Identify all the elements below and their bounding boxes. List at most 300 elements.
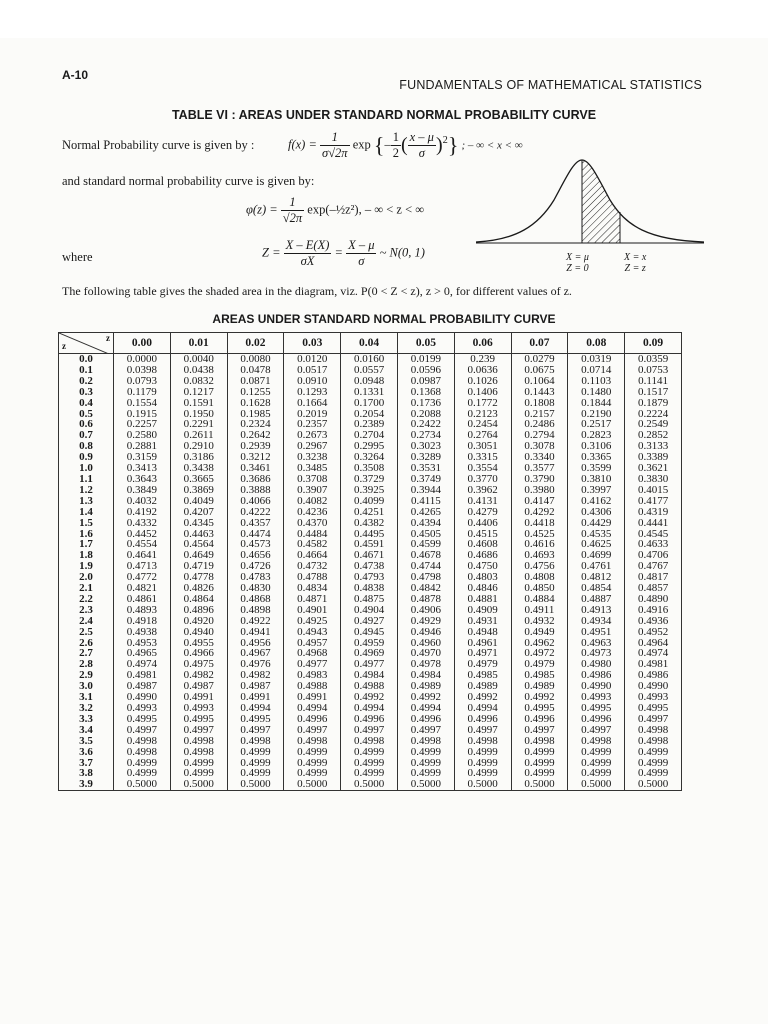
table-cell: 0.4265 bbox=[397, 507, 454, 518]
corner-diagonal bbox=[59, 333, 109, 354]
table-cell: 0.3749 bbox=[397, 474, 454, 485]
table-cell: 0.2054 bbox=[341, 409, 398, 420]
table-cell: 0.4998 bbox=[114, 736, 171, 747]
table-cell: 0.4664 bbox=[284, 550, 341, 561]
table-cell: 0.4999 bbox=[511, 747, 568, 758]
row-header-z: 1.4 bbox=[59, 507, 114, 518]
table-cell: 0.2486 bbox=[511, 419, 568, 430]
row-header-z: 1.5 bbox=[59, 518, 114, 529]
table-cell: 0.2704 bbox=[341, 430, 398, 441]
table-cell: 0.4474 bbox=[227, 529, 284, 540]
table-cell: 0.5000 bbox=[625, 779, 682, 790]
formula-normal-pdf: f(x) = $\frac{1}{\sigma√2\pi}$ exp {– $\frac{1}{2}$ ( $\frac{x - \mu}{\sigma}$ )$^2$} ; – ∞ < x < ∞ bbox=[288, 130, 523, 160]
formula3-fraction-2 bbox=[346, 238, 376, 269]
row-header-z: 0.8 bbox=[59, 441, 114, 452]
table-cell: 0.4998 bbox=[625, 736, 682, 747]
table-cell: 0.4738 bbox=[341, 561, 398, 572]
table-cell: 0.4099 bbox=[341, 496, 398, 507]
table-cell: 0.4959 bbox=[341, 638, 398, 649]
table-cell: 0.4452 bbox=[114, 529, 171, 540]
table-cell: 0.4726 bbox=[227, 561, 284, 572]
table-cell: 0.4987 bbox=[114, 681, 171, 692]
table-cell: 0.4222 bbox=[227, 507, 284, 518]
table-cell: 0.3159 bbox=[114, 452, 171, 463]
table-row bbox=[59, 518, 682, 529]
table-cell: 0.4993 bbox=[625, 692, 682, 703]
table-cell: 0.1331 bbox=[341, 387, 398, 398]
formula1-half: $\frac{1}{2}$ bbox=[392, 130, 399, 160]
table-cell: 0.4803 bbox=[454, 572, 511, 583]
table-cell: 0.4991 bbox=[170, 692, 227, 703]
table-cell: 0.1700 bbox=[341, 398, 398, 409]
table-cell: 0.4927 bbox=[341, 616, 398, 627]
table-cell: 0.4997 bbox=[227, 725, 284, 736]
table-cell: 0.4994 bbox=[284, 703, 341, 714]
table-cell: 0.4998 bbox=[227, 736, 284, 747]
table-cell: 0.2357 bbox=[284, 419, 341, 430]
table-cell: 0.0478 bbox=[227, 365, 284, 376]
table-cell: 0.4999 bbox=[511, 768, 568, 779]
table-cell: 0.1985 bbox=[227, 409, 284, 420]
table-cell: 0.4978 bbox=[397, 659, 454, 670]
table-cell: 0.4981 bbox=[114, 670, 171, 681]
formula1-inner-fraction: $\frac{x - \mu}{\sigma}$ bbox=[409, 130, 434, 160]
where-label: where bbox=[62, 250, 93, 264]
table-cell: 0.4767 bbox=[625, 561, 682, 572]
table-cell: 0.4693 bbox=[511, 550, 568, 561]
table-cell: 0.4982 bbox=[170, 670, 227, 681]
table-cell: 0.4984 bbox=[341, 670, 398, 681]
table-cell: 0.4830 bbox=[227, 583, 284, 594]
table-cell: 0.4925 bbox=[284, 616, 341, 627]
table-cell: 0.4999 bbox=[511, 758, 568, 769]
table-cell: 0.4564 bbox=[170, 539, 227, 550]
table-cell: 0.4887 bbox=[568, 594, 625, 605]
table-cell: 0.2324 bbox=[227, 419, 284, 430]
table-cell: 0.4996 bbox=[511, 714, 568, 725]
table-cell: 0.4986 bbox=[568, 670, 625, 681]
table-cell: 0.4955 bbox=[170, 638, 227, 649]
row-header-z: 1.0 bbox=[59, 463, 114, 474]
table-cell: 0.4884 bbox=[511, 594, 568, 605]
table-cell: 0.1141 bbox=[625, 376, 682, 387]
table-cell: 0.4115 bbox=[397, 496, 454, 507]
table-cell: 0.3508 bbox=[341, 463, 398, 474]
table-cell: 0.5000 bbox=[227, 779, 284, 790]
table-cell: 0.2422 bbox=[397, 419, 454, 430]
table-cell: 0.2291 bbox=[170, 419, 227, 430]
table-cell: 0.0398 bbox=[114, 365, 171, 376]
table-cell: 0.3686 bbox=[227, 474, 284, 485]
row-header-z: 3.7 bbox=[59, 758, 114, 769]
table-row bbox=[59, 747, 682, 758]
table-cell: 0.3413 bbox=[114, 463, 171, 474]
table-cell: 0.4131 bbox=[454, 496, 511, 507]
table-cell: 0.4999 bbox=[397, 747, 454, 758]
table-cell: 0.4967 bbox=[227, 648, 284, 659]
table-cell: 0.4998 bbox=[568, 736, 625, 747]
table-cell: 0.3133 bbox=[625, 441, 682, 452]
table-cell: 0.4999 bbox=[568, 758, 625, 769]
table-cell: 0.2967 bbox=[284, 441, 341, 452]
table-cell: 0.4871 bbox=[284, 594, 341, 605]
table-cell: 0.4945 bbox=[341, 627, 398, 638]
table-cell: 0.3389 bbox=[625, 452, 682, 463]
table-cell: 0.0080 bbox=[227, 354, 284, 365]
table-cell: 0.4999 bbox=[227, 758, 284, 769]
table-cell: 0.0199 bbox=[397, 354, 454, 365]
table-cell: 0.3577 bbox=[511, 463, 568, 474]
table-cell: 0.4999 bbox=[454, 758, 511, 769]
table-cell: 0.4981 bbox=[625, 659, 682, 670]
table-cell: 0.4904 bbox=[341, 605, 398, 616]
table-cell: 0.4997 bbox=[511, 725, 568, 736]
formula1-range: ; – ∞ < x < ∞ bbox=[461, 139, 523, 152]
formula1-brace-open: { bbox=[373, 132, 385, 158]
table-cell: 0.3461 bbox=[227, 463, 284, 474]
table-cell: 0.4505 bbox=[397, 529, 454, 540]
table-cell: 0.4573 bbox=[227, 539, 284, 550]
table-cell: 0.3665 bbox=[170, 474, 227, 485]
table-cell: 0.4821 bbox=[114, 583, 171, 594]
table-cell: 0.4535 bbox=[568, 529, 625, 540]
table-cell: 0.4750 bbox=[454, 561, 511, 572]
table-cell: 0.4982 bbox=[227, 670, 284, 681]
row-header-z: 3.3 bbox=[59, 714, 114, 725]
row-header-z: 0.3 bbox=[59, 387, 114, 398]
table-cell: 0.4992 bbox=[454, 692, 511, 703]
table-cell: 0.3790 bbox=[511, 474, 568, 485]
table-cell: 0.4985 bbox=[511, 670, 568, 681]
table-cell: 0.4671 bbox=[341, 550, 398, 561]
table-cell: 0.4162 bbox=[568, 496, 625, 507]
column-header: 0.06 bbox=[454, 333, 511, 354]
table-cell: 0.2611 bbox=[170, 430, 227, 441]
table-cell: 0.4957 bbox=[284, 638, 341, 649]
table-cell: 0.3438 bbox=[170, 463, 227, 474]
formula1-fraction bbox=[320, 130, 350, 161]
table-cell: 0.4994 bbox=[397, 703, 454, 714]
table-cell: 0.1808 bbox=[511, 398, 568, 409]
table-cell: 0.1554 bbox=[114, 398, 171, 409]
table-header-row bbox=[59, 333, 682, 354]
table-cell: 0.3186 bbox=[170, 452, 227, 463]
table-cell: 0.0753 bbox=[625, 365, 682, 376]
table-cell: 0.4463 bbox=[170, 529, 227, 540]
table-cell: 0.4971 bbox=[454, 648, 511, 659]
table-cell: 0.4931 bbox=[454, 616, 511, 627]
table-cell: 0.1591 bbox=[170, 398, 227, 409]
table-cell: 0.4582 bbox=[284, 539, 341, 550]
table-corner-cell bbox=[59, 333, 114, 354]
table-cell: 0.3106 bbox=[568, 441, 625, 452]
table-cell: 0.4997 bbox=[625, 714, 682, 725]
table-cell: 0.3315 bbox=[454, 452, 511, 463]
table-cell: 0.4678 bbox=[397, 550, 454, 561]
table-cell: 0.4999 bbox=[341, 758, 398, 769]
table-cell: 0.4974 bbox=[625, 648, 682, 659]
table-cell: 0.4838 bbox=[341, 583, 398, 594]
table-cell: 0.4345 bbox=[170, 518, 227, 529]
table-cell: 0.2734 bbox=[397, 430, 454, 441]
table-cell: 0.4997 bbox=[568, 725, 625, 736]
table-cell: 0.4744 bbox=[397, 561, 454, 572]
formula2-denominator: √2π bbox=[282, 211, 303, 225]
table-cell: 0.4861 bbox=[114, 594, 171, 605]
row-header-z: 3.9 bbox=[59, 779, 114, 790]
table-cell: 0.4993 bbox=[170, 703, 227, 714]
table-cell: 0.1064 bbox=[511, 376, 568, 387]
table-cell: 0.4934 bbox=[568, 616, 625, 627]
table-cell: 0.4999 bbox=[454, 747, 511, 758]
table-cell: 0.4591 bbox=[341, 539, 398, 550]
table-cell: 0.0948 bbox=[341, 376, 398, 387]
table-cell: 0.4985 bbox=[454, 670, 511, 681]
table-cell: 0.4999 bbox=[568, 747, 625, 758]
row-header-z: 3.1 bbox=[59, 692, 114, 703]
table-cell: 0.4998 bbox=[170, 747, 227, 758]
row-header-z: 2.7 bbox=[59, 648, 114, 659]
table-row bbox=[59, 507, 682, 518]
table-row bbox=[59, 736, 682, 747]
table-cell: 0.0359 bbox=[625, 354, 682, 365]
table-cell: 0.2224 bbox=[625, 409, 682, 420]
table-cell: 0.4992 bbox=[511, 692, 568, 703]
table-cell: 0.4938 bbox=[114, 627, 171, 638]
table-cell: 0.4999 bbox=[227, 747, 284, 758]
table-cell: 0.3770 bbox=[454, 474, 511, 485]
table-cell: 0.4998 bbox=[284, 736, 341, 747]
table-cell: 0.4996 bbox=[568, 714, 625, 725]
table-cell: 0.4996 bbox=[454, 714, 511, 725]
table-cell: 0.4976 bbox=[227, 659, 284, 670]
table-cell: 0.4854 bbox=[568, 583, 625, 594]
diagram-label-mean-x: X = μ bbox=[566, 252, 589, 263]
table-cell: 0.2157 bbox=[511, 409, 568, 420]
table-cell: 0.3264 bbox=[341, 452, 398, 463]
table-cell: 0.3830 bbox=[625, 474, 682, 485]
table-cell: 0.4948 bbox=[454, 627, 511, 638]
table-cell: 0.1406 bbox=[454, 387, 511, 398]
table-cell: 0.4998 bbox=[341, 736, 398, 747]
table-cell: 0.0714 bbox=[568, 365, 625, 376]
table-cell: 0.1103 bbox=[568, 376, 625, 387]
table-cell: 0.4999 bbox=[625, 747, 682, 758]
formula1-denominator: σ√2π bbox=[322, 146, 348, 160]
table-cell: 0.0279 bbox=[511, 354, 568, 365]
table-cell: 0.0438 bbox=[170, 365, 227, 376]
table-cell: 0.4649 bbox=[170, 550, 227, 561]
table-cell: 0.3554 bbox=[454, 463, 511, 474]
table-row bbox=[59, 387, 682, 398]
table-row bbox=[59, 627, 682, 638]
table-cell: 0.4998 bbox=[625, 725, 682, 736]
table-cell: 0.4357 bbox=[227, 518, 284, 529]
table-cell: 0.4998 bbox=[454, 736, 511, 747]
intro-line-2: and standard normal probability curve is given by: bbox=[62, 174, 315, 188]
table-cell: 0.4999 bbox=[114, 758, 171, 769]
table-cell: 0.3980 bbox=[511, 485, 568, 496]
table-cell: 0.4962 bbox=[511, 638, 568, 649]
table-cell: 0.4429 bbox=[568, 518, 625, 529]
formula3-rest: ~ N(0, 1) bbox=[379, 245, 425, 260]
column-header: 0.03 bbox=[284, 333, 341, 354]
table-cell: 0.4441 bbox=[625, 518, 682, 529]
table-cell: 0.4968 bbox=[284, 648, 341, 659]
table-cell: 0.4952 bbox=[625, 627, 682, 638]
column-header: 0.00 bbox=[114, 333, 171, 354]
column-header: 0.02 bbox=[227, 333, 284, 354]
document-page bbox=[0, 38, 768, 1024]
diagram-label-x-z: Z = z bbox=[624, 263, 646, 274]
table-cell: 0.5000 bbox=[341, 779, 398, 790]
table-cell: 0.4999 bbox=[114, 768, 171, 779]
table-cell: 0.4999 bbox=[284, 747, 341, 758]
table-cell: 0.4994 bbox=[341, 703, 398, 714]
row-header-z: 2.4 bbox=[59, 616, 114, 627]
table-cell: 0.4761 bbox=[568, 561, 625, 572]
table-cell: 0.2910 bbox=[170, 441, 227, 452]
table-cell: 0.2019 bbox=[284, 409, 341, 420]
table-cell: 0.4808 bbox=[511, 572, 568, 583]
table-title: TABLE VI : AREAS UNDER STANDARD NORMAL PROBABILITY CURVE bbox=[171, 108, 597, 122]
row-header-z: 3.0 bbox=[59, 681, 114, 692]
table-cell: 0.1026 bbox=[454, 376, 511, 387]
table-cell: 0.0040 bbox=[170, 354, 227, 365]
table-cell: 0.4834 bbox=[284, 583, 341, 594]
table-cell: 0.2881 bbox=[114, 441, 171, 452]
table-cell: 0.4992 bbox=[397, 692, 454, 703]
table-cell: 0.1772 bbox=[454, 398, 511, 409]
table-cell: 0.4966 bbox=[170, 648, 227, 659]
table-cell: 0.4969 bbox=[341, 648, 398, 659]
table-cell: 0.4999 bbox=[397, 758, 454, 769]
row-header-z: 0.9 bbox=[59, 452, 114, 463]
column-header: 0.05 bbox=[397, 333, 454, 354]
table-cell: 0.4975 bbox=[170, 659, 227, 670]
table-cell: 0.2580 bbox=[114, 430, 171, 441]
table-cell: 0.4147 bbox=[511, 496, 568, 507]
table-cell: 0.4868 bbox=[227, 594, 284, 605]
table-cell: 0.5000 bbox=[284, 779, 341, 790]
table-cell: 0.4236 bbox=[284, 507, 341, 518]
table-cell: 0.4988 bbox=[341, 681, 398, 692]
table-cell: 0.0871 bbox=[227, 376, 284, 387]
row-header-z: 0.0 bbox=[59, 354, 114, 365]
table-cell: 0.1217 bbox=[170, 387, 227, 398]
table-cell: 0.4998 bbox=[397, 736, 454, 747]
formula2-numerator: 1 bbox=[281, 195, 304, 211]
table-cell: 0.4987 bbox=[227, 681, 284, 692]
table-cell: 0.4177 bbox=[625, 496, 682, 507]
row-header-z: 3.2 bbox=[59, 703, 114, 714]
table-cell: 0.4292 bbox=[511, 507, 568, 518]
table-cell: 0.4998 bbox=[511, 736, 568, 747]
formula1-numerator: 1 bbox=[320, 130, 350, 146]
table-cell: 0.4817 bbox=[625, 572, 682, 583]
row-header-z: 3.6 bbox=[59, 747, 114, 758]
row-header-z: 1.7 bbox=[59, 539, 114, 550]
row-header-z: 0.6 bbox=[59, 419, 114, 430]
table-cell: 0.1915 bbox=[114, 409, 171, 420]
table-cell: 0.0120 bbox=[284, 354, 341, 365]
table-cell: 0.4756 bbox=[511, 561, 568, 572]
table-cell: 0.1664 bbox=[284, 398, 341, 409]
table-cell: 0.4979 bbox=[511, 659, 568, 670]
table-cell: 0.0675 bbox=[511, 365, 568, 376]
table-cell: 0.0596 bbox=[397, 365, 454, 376]
table-cell: 0.1736 bbox=[397, 398, 454, 409]
table-cell: 0.4963 bbox=[568, 638, 625, 649]
table-cell: 0.4996 bbox=[284, 714, 341, 725]
table-cell: 0.4995 bbox=[170, 714, 227, 725]
table-cell: 0.4999 bbox=[341, 747, 398, 758]
table-cell: 0.4772 bbox=[114, 572, 171, 583]
corner-col-label: z bbox=[106, 333, 110, 343]
table-cell: 0.1480 bbox=[568, 387, 625, 398]
row-header-z: 1.2 bbox=[59, 485, 114, 496]
formula3-denominator-1: σX bbox=[300, 254, 315, 268]
table-cell: 0.2995 bbox=[341, 441, 398, 452]
table-cell: 0.4788 bbox=[284, 572, 341, 583]
table-cell: 0.1255 bbox=[227, 387, 284, 398]
table-cell: 0.4049 bbox=[170, 496, 227, 507]
table-cell: 0.5000 bbox=[114, 779, 171, 790]
table-cell: 0.5000 bbox=[397, 779, 454, 790]
table-cell: 0.4066 bbox=[227, 496, 284, 507]
table-cell: 0.1628 bbox=[227, 398, 284, 409]
table-cell: 0.4207 bbox=[170, 507, 227, 518]
table-cell: 0.4192 bbox=[114, 507, 171, 518]
table-cell: 0.4713 bbox=[114, 561, 171, 572]
intro-line-3: The following table gives the shaded area in the diagram, viz. P(0 < Z < z), z > 0, for different values of z. bbox=[62, 284, 572, 298]
table-cell: 0.3078 bbox=[511, 441, 568, 452]
diagram-label-x-x: X = x bbox=[624, 252, 647, 263]
table-cell: 0.0160 bbox=[341, 354, 398, 365]
curve-shaded-area bbox=[476, 160, 704, 243]
table-cell: 0.4991 bbox=[284, 692, 341, 703]
table-cell: 0.0793 bbox=[114, 376, 171, 387]
table-cell: 0.4999 bbox=[568, 768, 625, 779]
row-header-z: 2.6 bbox=[59, 638, 114, 649]
row-header-z: 1.9 bbox=[59, 561, 114, 572]
table-cell: 0.4977 bbox=[341, 659, 398, 670]
table-cell: 0.4980 bbox=[568, 659, 625, 670]
table-cell: 0.4991 bbox=[227, 692, 284, 703]
table-cell: 0.0000 bbox=[114, 354, 171, 365]
table-cell: 0.4936 bbox=[625, 616, 682, 627]
table-cell: 0.3729 bbox=[341, 474, 398, 485]
table-cell: 0.4990 bbox=[568, 681, 625, 692]
table-cell: 0.3849 bbox=[114, 485, 171, 496]
row-header-z: 2.2 bbox=[59, 594, 114, 605]
table-cell: 0.3925 bbox=[341, 485, 398, 496]
running-head: FUNDAMENTALS OF MATHEMATICAL STATISTICS bbox=[399, 78, 702, 92]
table-cell: 0.3485 bbox=[284, 463, 341, 474]
table-cell: 0.4972 bbox=[511, 648, 568, 659]
table-cell: 0.4979 bbox=[454, 659, 511, 670]
table-cell: 0.4999 bbox=[170, 758, 227, 769]
formula2-rest: exp(–½z²), – ∞ < z < ∞ bbox=[307, 202, 425, 217]
table-cell: 0.3907 bbox=[284, 485, 341, 496]
table-cell: 0.3023 bbox=[397, 441, 454, 452]
table-cell: 0.2257 bbox=[114, 419, 171, 430]
formula3-equals: = bbox=[334, 245, 343, 260]
row-header-z: 0.7 bbox=[59, 430, 114, 441]
table-cell: 0.4995 bbox=[511, 703, 568, 714]
table-cell: 0.4941 bbox=[227, 627, 284, 638]
table-cell: 0.4686 bbox=[454, 550, 511, 561]
